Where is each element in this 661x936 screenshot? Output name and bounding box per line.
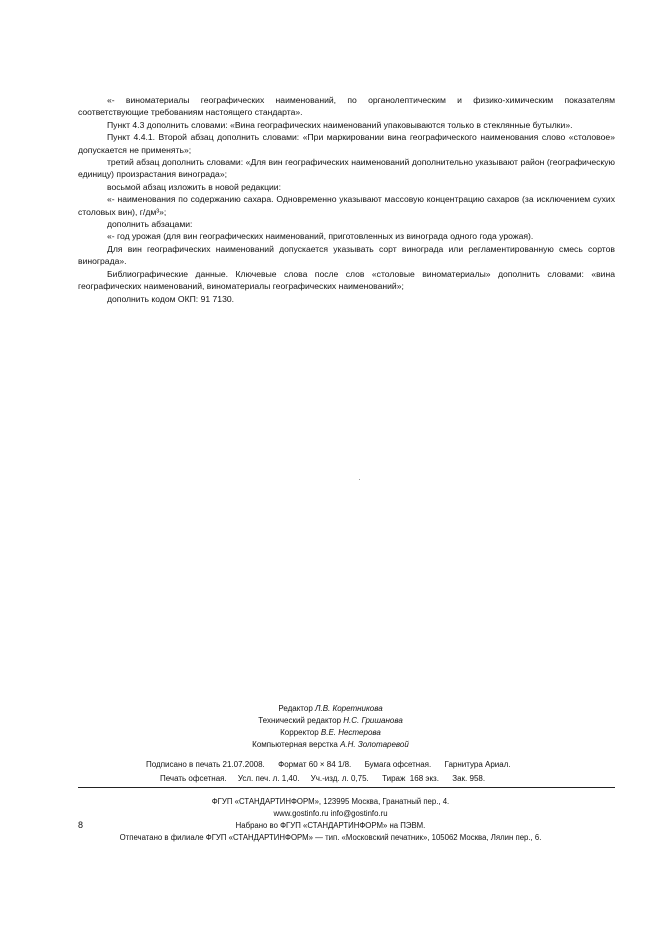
paragraph: Пункт 4.4.1. Второй абзац дополнить словами: «При маркировании вина географического наименования слово «столовое» допускается не применять»;: [78, 132, 615, 155]
publication-line: Печать офсетная. Усл. печ. л. 1,40. Уч.-изд. л. 0,75. Тираж 168 экз. Зак. 958.: [160, 774, 486, 783]
paragraph: «- наименования по содержанию сахара. Одновременно указывают массовую концентрацию сахаров (за исключением сухих столовых вин), г/дм³»;: [78, 194, 615, 217]
credit-role: Редактор: [278, 704, 313, 713]
credit-role: Компьютерная верстка: [252, 740, 338, 749]
imprint-line: www.gostinfo.ru info@gostinfo.ru: [273, 809, 388, 818]
paragraph: Пункт 4.3 дополнить словами: «Вина географических наименований упаковываются только в стеклянные бутылки».: [107, 119, 573, 130]
credit-name: А.Н. Золотаревой: [340, 740, 409, 749]
page-number: 8: [78, 820, 84, 830]
credit-role: Корректор: [280, 728, 319, 737]
credit-line: [0, 739, 661, 751]
publication-line: Подписано в печать 21.07.2008. Формат 60 × 84 1/8. Бумага офсетная. Гарнитура Ариал.: [146, 760, 511, 769]
imprint-line: Набрано во ФГУП «СТАНДАРТИНФОРМ» на ПЭВМ.: [235, 821, 426, 830]
paragraph: дополнить абзацами:: [107, 219, 193, 230]
paragraph: восьмой абзац изложить в новой редакции:: [107, 181, 281, 192]
stray-mark: [359, 479, 360, 480]
amendment-text: [78, 94, 615, 305]
credit-name: Л.В. Коретникова: [315, 704, 383, 713]
paragraph: Для вин географических наименований допускается указывать сорт винограда или регламентированную смесь сортов винограда».: [78, 243, 615, 267]
credit-line: [0, 727, 661, 739]
credit-name: В.Е. Нестерова: [320, 728, 381, 737]
credit-name: Н.С. Гришанова: [343, 716, 403, 725]
credit-role: Технический редактор: [258, 716, 342, 725]
paragraph: третий абзац дополнить словами: «Для вин географических наименований дополнительно указывают район (географическую единицу) произрастания винограда»;: [78, 157, 615, 180]
paragraph: «- виноматериалы географических наименований, по органолептическим и физико-химическим показателям соответствующие требованиям настоящего стандарта».: [78, 95, 615, 118]
credit-line: [0, 703, 661, 715]
imprint-line: Отпечатано в филиале ФГУП «СТАНДАРТИНФОРМ» — тип. «Московский печатник», 105062 Москва, Лялин пер., 6.: [119, 833, 542, 842]
paragraph: дополнить кодом ОКП: 91 7130.: [107, 293, 235, 304]
imprint-line: ФГУП «СТАНДАРТИНФОРМ», 123995 Москва, Гранатный пер., 4.: [211, 797, 450, 806]
credit-line: [0, 715, 661, 727]
paragraph: Библиографические данные. Ключевые слова после слов «столовые виноматериалы» дополнить словами: «вина географических наименований, виноматериалы географических наименований»;: [78, 268, 615, 292]
divider: [78, 787, 615, 788]
paragraph: «- год урожая (для вин географических наименований, приготовленных из винограда одного года урожая).: [107, 231, 534, 242]
